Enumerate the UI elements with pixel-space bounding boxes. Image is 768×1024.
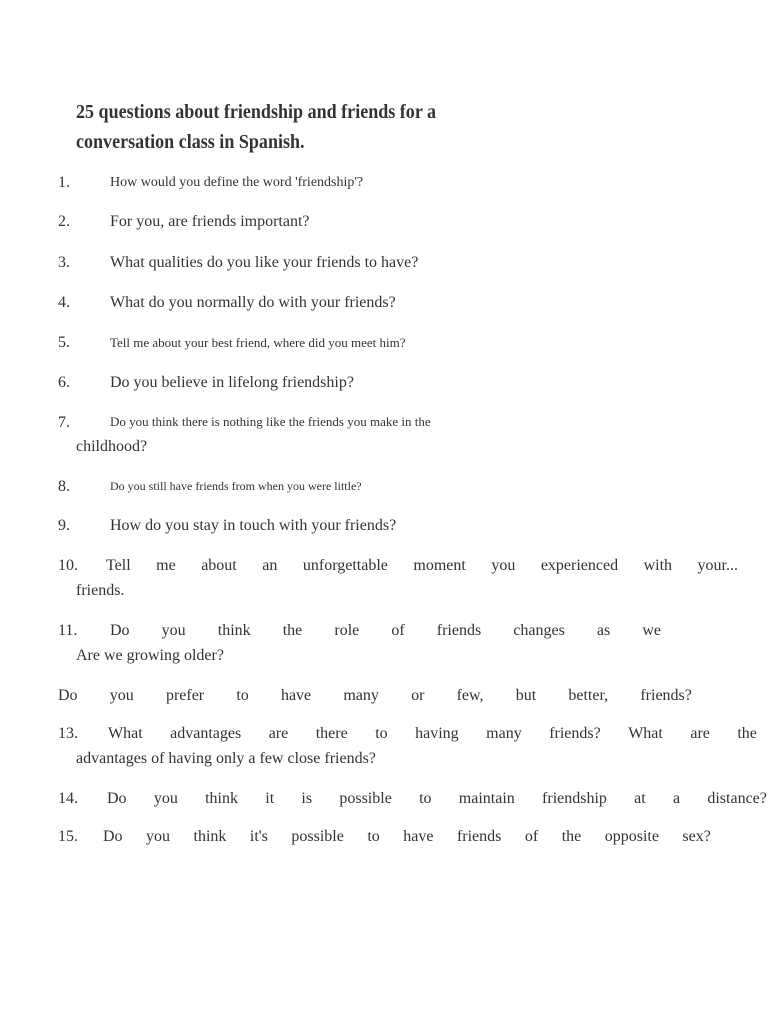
question-word: friends [436,622,482,639]
question-continuation: childhood? [76,438,148,455]
question-number: 15. [58,828,78,845]
question-word: of [391,622,405,639]
question-word: Do [58,687,78,704]
question-word: have [403,828,434,845]
question-word: friends [456,828,502,845]
question-text: For you, are friends important? [110,213,310,230]
question-word: at [634,790,646,807]
question-word: as [596,622,611,639]
question-number: 14. [58,790,78,807]
question-word: maintain [458,790,515,807]
question-word: you [153,790,178,807]
question-word: to [236,687,249,704]
question-continuation: Are we growing older? [76,647,224,664]
question-number: 1. [58,174,70,191]
question-word: prefer [165,687,205,704]
question-word: many [343,687,379,704]
question-word: friends? [640,687,692,704]
question-text: Do you still have friends from when you were little? [110,479,362,493]
question-text: Do you think there is nothing like the friends you make in the [110,414,431,429]
question-word: to [367,828,380,845]
question-word: a [672,790,681,807]
question-word: you [109,687,134,704]
question-text [110,622,661,640]
question-word: with [643,557,673,574]
question-word: changes [513,622,565,639]
question-word: think [217,622,251,639]
question-text: How do you stay in touch with your friends? [110,517,397,534]
question-word: moment [413,557,466,574]
question-word: having [415,725,459,742]
question-word: or [411,687,425,704]
question-word: me [156,557,176,574]
question-number: 4. [58,294,70,311]
question-number: 2. [58,213,70,230]
question-word: Do [107,790,127,807]
question-text [106,557,738,575]
question-word: have [280,687,312,704]
question-word: Do [103,828,123,845]
question-word: of [524,828,539,845]
question-word: Do [110,622,130,639]
question-word: are [268,725,289,742]
question-text: What qualities do you like your friends to have? [110,254,419,271]
question-word: Tell [106,557,131,574]
question-word: it [265,790,275,807]
question-number: 7. [58,414,70,431]
question-number: 10. [58,557,78,574]
document-title: 25 questions about friendship and friends for a conversation class in Spanish. [76,101,437,153]
question-text [58,687,692,705]
question-word: sex? [682,828,711,845]
question-word: the [561,828,582,845]
question-word: think [205,790,238,807]
question-text [103,828,711,846]
question-number: 11. [58,622,78,639]
question-word: you [161,622,186,639]
question-word: think [193,828,227,845]
question-number: 13. [58,725,78,742]
question-word: friendship [542,790,607,807]
question-text: Do you believe in lifelong friendship? [110,374,354,391]
question-word: is [301,790,313,807]
question-word: there [315,725,348,742]
question-word: an [262,557,278,574]
question-text: What do you normally do with your friends? [110,294,396,311]
question-text [107,790,767,808]
question-word: you [491,557,516,574]
question-continuation: advantages of having only a few close friends? [76,750,376,767]
question-word: distance? [707,790,767,807]
question-word: the [737,725,757,742]
question-word: better, [568,687,609,704]
question-number: 6. [58,374,70,391]
question-number: 5. [58,334,70,351]
question-word: advantages [170,725,242,742]
question-number: 9. [58,517,70,534]
question-word: it's [249,828,268,845]
question-text [108,725,757,743]
question-word: possible [291,828,344,845]
question-word: about [201,557,237,574]
question-word: your... [697,557,738,574]
question-word: the [282,622,303,639]
question-word: opposite [604,828,659,845]
question-word: possible [339,790,392,807]
question-word: to [419,790,432,807]
question-word: What [108,725,143,742]
question-word: friends? [549,725,601,742]
question-word: are [690,725,710,742]
question-word: we [642,622,661,639]
question-continuation: friends. [76,582,125,599]
question-word: unforgettable [302,557,388,574]
question-word: many [486,725,522,742]
question-word: experienced [540,557,619,574]
question-word: you [146,828,171,845]
question-number: 8. [58,478,70,495]
question-text: How would you define the word 'friendship'? [110,175,364,190]
question-text: Tell me about your best friend, where did you meet him? [110,335,406,350]
question-word: role [334,622,360,639]
question-word: What [628,725,663,742]
question-word: few, [456,687,484,704]
question-word: but [515,687,537,704]
question-number: 3. [58,254,70,271]
question-word: to [375,725,388,742]
